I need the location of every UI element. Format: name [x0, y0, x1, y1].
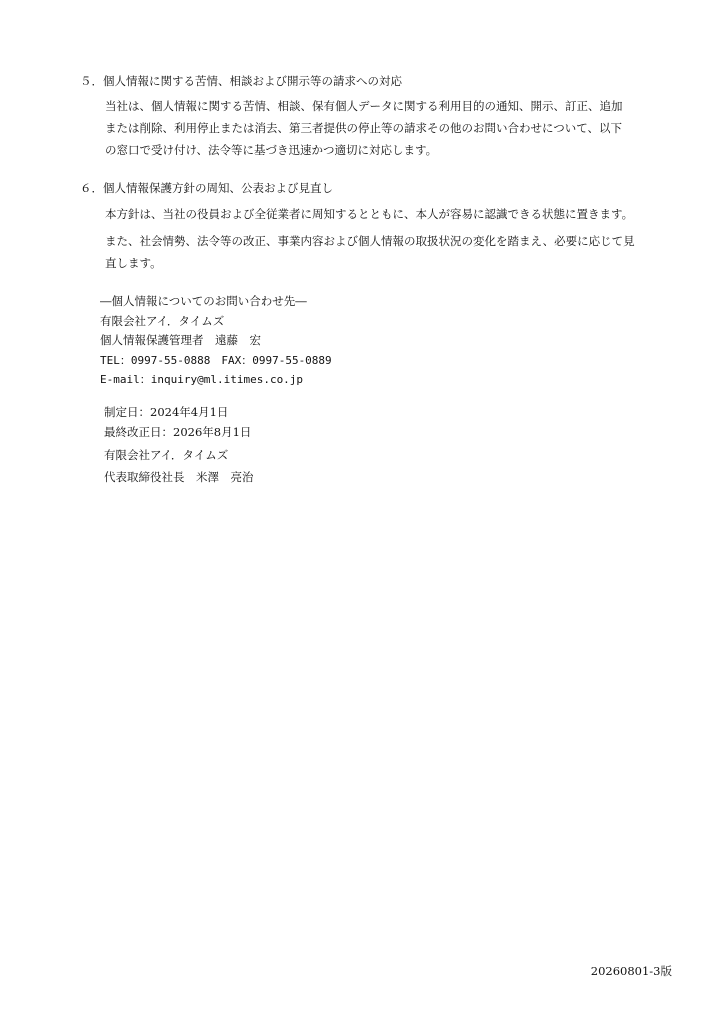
section-5-line-1: 当社は、個人情報に関する苦情、相談、保有個人データに関する利用目的の通知、開示、訂正、追加	[105, 99, 623, 113]
contact-email[interactable]: E-mail：inquiry@ml.itimes.co.jp	[100, 373, 304, 386]
section-5-body	[105, 95, 645, 161]
section-6-para-1	[105, 203, 645, 225]
contact-manager: 個人情報保護管理者 遠藤 宏	[100, 333, 261, 347]
section-5-line-2: または削除、利用停止または消去、第三者提供の停止等の請求その他のお問い合わせについて、以下	[105, 121, 623, 135]
contact-title: ―個人情報についてのお問い合わせ先―	[100, 294, 307, 308]
signoff-block	[104, 444, 254, 488]
section-5-heading: ５．個人情報に関する苦情、相談および開示等の請求への対応	[80, 74, 402, 88]
contact-tel-fax: TEL：0997-55-0888 FAX：0997-55-0889	[100, 353, 332, 367]
revised-date: 最終改正日：2026年8月1日	[104, 424, 252, 439]
signoff-representative: 代表取締役社長 米澤 亮治	[104, 470, 254, 484]
contact-company: 有限会社アイ．タイムズ	[100, 313, 225, 328]
section-5-line-3: の窓口で受け付け、法令等に基づき迅速かつ適切に対応します。	[105, 143, 438, 157]
section-6-para-2-line-2: 直します。	[105, 256, 162, 270]
contact-block	[100, 292, 332, 390]
dates-block	[104, 403, 251, 442]
established-date: 制定日：2024年4月1日	[104, 405, 229, 419]
signoff-company: 有限会社アイ．タイムズ	[104, 448, 229, 462]
version-number: 20260801-3版	[590, 964, 672, 978]
section-6-para-1-line: 本方針は、当社の役員および全従業者に周知するとともに、本人が容易に認識できる状態に置きます。	[105, 207, 634, 221]
section-6-heading: ６．個人情報保護方針の周知、公表および見直し	[80, 181, 333, 195]
section-6-para-2-line-1: また、社会情勢、法令等の改正、事業内容および個人情報の取扱状況の変化を踏まえ、必要に応じて見	[105, 234, 635, 248]
section-6-para-2	[105, 230, 645, 274]
